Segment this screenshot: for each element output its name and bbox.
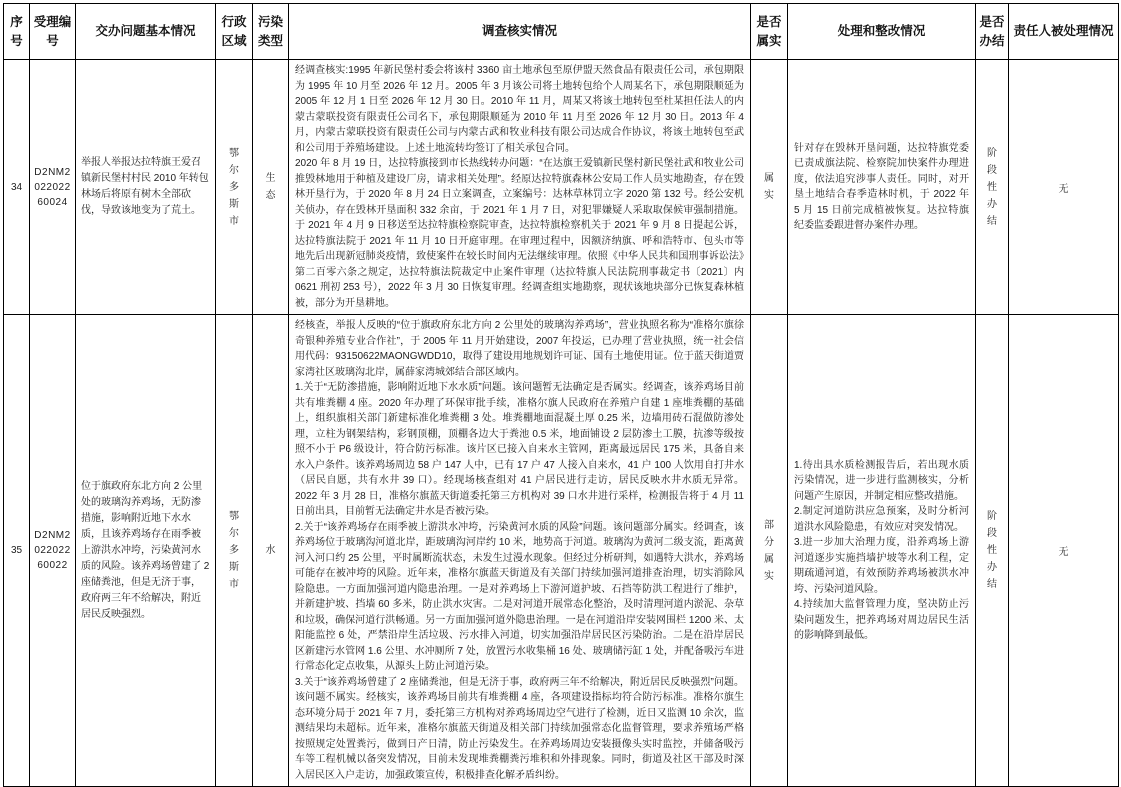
header-pollution-type: 污染类型 (253, 4, 289, 60)
cell-status (976, 315, 1009, 787)
cell-seq: 35 (4, 315, 30, 787)
cell-seq: 34 (4, 60, 30, 315)
cell-investigation (289, 315, 751, 787)
rectification-paragraph: 1.待出具水质检测报告后，若出现水质污染情况，进一步进行监测核实，分析问题产生原因，并制定相应整改措施。 (794, 459, 969, 502)
region-text: 鄂尔多斯市 (229, 511, 239, 590)
header-region: 行政区域 (216, 4, 253, 60)
rectification-paragraph: 3.进一步加大治理力度，沿养鸡场上游河道逐步实施挡墙护坡等水利工程，定期疏通河道，有效预防养鸡场被洪水冲垮、污染河道风险。 (794, 537, 969, 595)
table-row-35 (4, 315, 1119, 787)
header-problem: 交办问题基本情况 (76, 4, 216, 60)
cell-case-no: D2NM202202260024 (30, 60, 76, 315)
complaint-handling-table (3, 3, 1119, 787)
rectification-paragraph: 2.制定河道防洪应急预案，及时分析河道洪水风险隐患，有效应对突发情况。 (794, 506, 969, 533)
cell-pollution-type (253, 315, 289, 787)
cell-verified (751, 315, 788, 787)
cell-investigation (289, 60, 751, 315)
cell-region (216, 315, 253, 787)
header-investigation: 调查核实情况 (289, 4, 751, 60)
status-text: 阶段性办结 (987, 511, 997, 590)
cell-region (216, 60, 253, 315)
header-row (4, 4, 1119, 60)
investigation-paragraph: 经调查核实:1995 年新民堡村委会将该村 3360 亩土地承包至原伊盟天然食品有限责任公司，承包期限为 1995 年 10 月至 2026 年 12 月。2005 年 3 月该公司将土地转包给个人周某名下，承包期限顺延为 2005 年 12 月 1 日至 2026 年 12 月 30 日。2010 年 11 月，周某又将该土地转包至杜某担任法人的内蒙古蒙联投资有限责任公司名下，承包期限顺延为 2010 年 11 月至 2026 年 12 月 30 日。2013 年 4 月，内蒙古蒙联投资有限责任公司与内蒙古武和牧业科技有限公司达成合作协议，将该土地转包至武和公司用于养殖场建设。上述土地流转均签订了相关承包合同。 (295, 65, 744, 154)
cell-problem: 举报人举报达拉特旗王爱召镇新民堡村村民 2010 年转包林场后将原有树木全部砍伐，导致该地变为了荒土。 (76, 60, 216, 315)
cell-accountability: 无 (1009, 315, 1119, 787)
cell-accountability: 无 (1009, 60, 1119, 315)
investigation-paragraph: 1.关于“无防渗措施，影响附近地下水水质”问题。该问题暂无法确定是否属实。经调查，该养鸡场目前共有堆粪棚 4 座。2020 年办理了环保审批手续，准格尔旗人民政府在养殖户自建 1 座堆粪棚的基础上，组织旗相关部门新建标准化堆粪棚 3 处。堆粪棚地面混凝土厚 0.25 米，边墙用砖石混做防渗处理，立柱为钢架结构，彩钢顶棚，顶棚各边大于粪池 0.5 米，地面铺设 2 层防渗土工膜，抗渗等级按照不小于 P6 级设计，符合防污标准。该片区已接入自来水主管网，距离最远居民 175 米，具备自来水入户条件。该养鸡场周边 58 户 147 人中，已有 17 户 47 人接入自来水，41 户 100 人饮用自打井水（居民自愿，共有水井 39 口）。经现场核查组对 41 户居民进行走访，居民反映水井水质无异常。2022 年 3 月 28 日，准格尔旗蓝天街道委托第三方机构对 39 口水井进行采样，检测报告将于 4 月 11 日前出具，目前暂无法确定井水是否被污染。 (295, 382, 744, 517)
header-case-no: 受理编号 (30, 4, 76, 60)
investigation-paragraph: 3.关于“该养鸡场曾建了 2 座储粪池，但是无济于事，政府两三年不给解决，附近居民反映强烈”问题。该问题不属实。经核实，该养鸡场目前共有堆粪棚 4 座，各项建设指标均符合防污标准。准格尔旗生态环境分局于 2021 年 7 月，委托第三方机构对养鸡场周边空气进行了检测，近日又监测 10 余次，监测结果均未超标。近年来，准格尔旗蓝天街道及相关部门持续加强常态化监督管理，要求养殖场严格按照规定处置粪污，做到日产日清，防止污染发生。在养鸡场周边安装摄像头实时监控，并储备吸污车等工程机械以备突发情况，目前未发现堆粪棚粪污堆积和外排现象。同时，街道及社区干部及时深入居民区入户走访，加强政策宣传，积极排查化解矛盾纠纷。 (295, 676, 744, 781)
cell-rectification (788, 315, 976, 787)
status-text: 阶段性办结 (987, 147, 997, 227)
verified-text: 属实 (764, 173, 774, 201)
cell-case-no: D2NM202202260022 (30, 315, 76, 787)
cell-verified (751, 60, 788, 315)
pollution-type-text: 生态 (265, 173, 276, 201)
cell-pollution-type (253, 60, 289, 315)
cell-rectification (788, 60, 976, 315)
header-status: 是否办结 (976, 4, 1009, 60)
pollution-type-text: 水 (265, 545, 276, 556)
table-body (4, 60, 1119, 787)
rectification-paragraph: 4.持续加大监督管理力度，坚决防止污染问题发生，把养鸡场对周边居民生活的影响降到最低。 (794, 599, 969, 641)
investigation-paragraph: 经核查，举报人反映的“位于旗政府东北方向 2 公里处的玻璃沟养鸡场”，营业执照名称为“准格尔旗徐奇银种养殖专业合作社”，于 2005 年 11 月开始建设，2007 年投运，已办理了营业执照，统一社会信用代码：93150622MAONGWDD10，取得了建设用地规划许可证、国有土地使用证。位于蓝天街道贾家湾社区玻璃沟北岸，属薛家湾城郊结合部区域内。 (295, 320, 744, 378)
rectification-paragraph: 针对存在毁林开垦问题，达拉特旗党委已责成旗法院、检察院加快案件办理进度，依法追究涉事人责任。同时，对开垦土地结合春季造林时机，于 2022 年 5 月 15 日前完成植被恢复。达拉特旗纪委监委跟进督办案件办理。 (794, 142, 969, 231)
cell-problem: 位于旗政府东北方向 2 公里处的玻璃沟养鸡场，无防渗措施，影响附近地下水水质，且该养鸡场存在雨季被上游洪水冲垮，污染黄河水质的风险。该养鸡场曾建了 2 座储粪池，但是无济于事，政府两三年不给解决，附近居民反映强烈。 (76, 315, 216, 787)
verified-text: 部分属实 (764, 519, 774, 582)
region-text: 鄂尔多斯市 (229, 147, 239, 227)
header-rectification: 处理和整改情况 (788, 4, 976, 60)
header-seq: 序号 (4, 4, 30, 60)
investigation-paragraph: 2.关于“该养鸡场存在雨季被上游洪水冲垮，污染黄河水质的风险”问题。该问题部分属实。经调查，该养鸡场位于玻璃沟河道北岸，距玻璃沟河岸约 10 米，地势高于河道。玻璃沟为黄河二级支流，距离黄河入河口约 25 公里，平时属断流状态，未发生过漫水现象。但经过分析研判，如遇特大洪水，养鸡场可能存在被冲垮的风险。近年来，准格尔旗蓝天街道及有关部门持续加强河道排查治理，切实消除风险隐患。一方面加强河道内隐患治理。一是对养鸡场上下游河道护坡、石挡等防洪工程进行了维护，并新建护坡、挡墙 60 多米，防止洪水灾害。二是对河道开展常态化整治，及时清理河道内淤泥、杂草和垃圾，确保河道行洪畅通。另一方面加强河道外隐患治理。一是在河道沿岸安装网围栏 1200 米、太阳能监控 6 处，严禁沿岸生活垃圾、污水排入河道，切实加强沿岸居民区污染防治。二是在沿岸居民区新建污水管网 1.6 公里、水冲厕所 7 处，放置污水收集桶 16 处、玻璃储污缸 1 处，并配备吸污车进行常态化定点收集，从源头上防止河道污染。 (295, 521, 744, 672)
table-header (4, 4, 1119, 60)
header-accountability: 责任人被处理情况 (1009, 4, 1119, 60)
table-row-34 (4, 60, 1119, 315)
cell-status (976, 60, 1009, 315)
header-verified: 是否属实 (751, 4, 788, 60)
investigation-paragraph: 2020 年 8 月 19 日，达拉特旗接到市长热线转办问题：“在达旗王爱镇新民堡村新民堡社武和牧业公司推毁林地用于种植及建设厂房，请求相关处理”。经原达拉特旗森林公安局工作人员实地勘查，存在毁林开垦行为，于 2020 年 8 月 24 日立案调查，立案编号：达林草林罚立字 2020 第 132 号。经公安机关侦办，存在毁林开垦面积 332 余亩，于 2021 年 1 月 7 日，对犯罪嫌疑人采取取保候审强制措施。于 2021 年 4 月 9 日移送至达拉特旗检察院审查，达拉特旗检察机关于 2021 年 9 月 8 日提起公诉，达拉特旗法院于 2021 年 11 月 10 日开庭审理。在审理过程中，因额济纳旗、呼和浩特市、包头市等地先后出现新冠肺炎疫情，致使案件在较长时间内无法继续审理。依照《中华人民共和国刑事诉讼法》第二百零六条之规定，达拉特旗法院裁定中止案件审理（达拉特旗人民法院刑事裁定书〔2021〕内 0621 刑初 253 号），2022 年 3 月 30 日恢复审理。经调查组实地勘察，现状该地块部分已恢复森林植被，部分为开垦耕地。 (295, 158, 744, 309)
